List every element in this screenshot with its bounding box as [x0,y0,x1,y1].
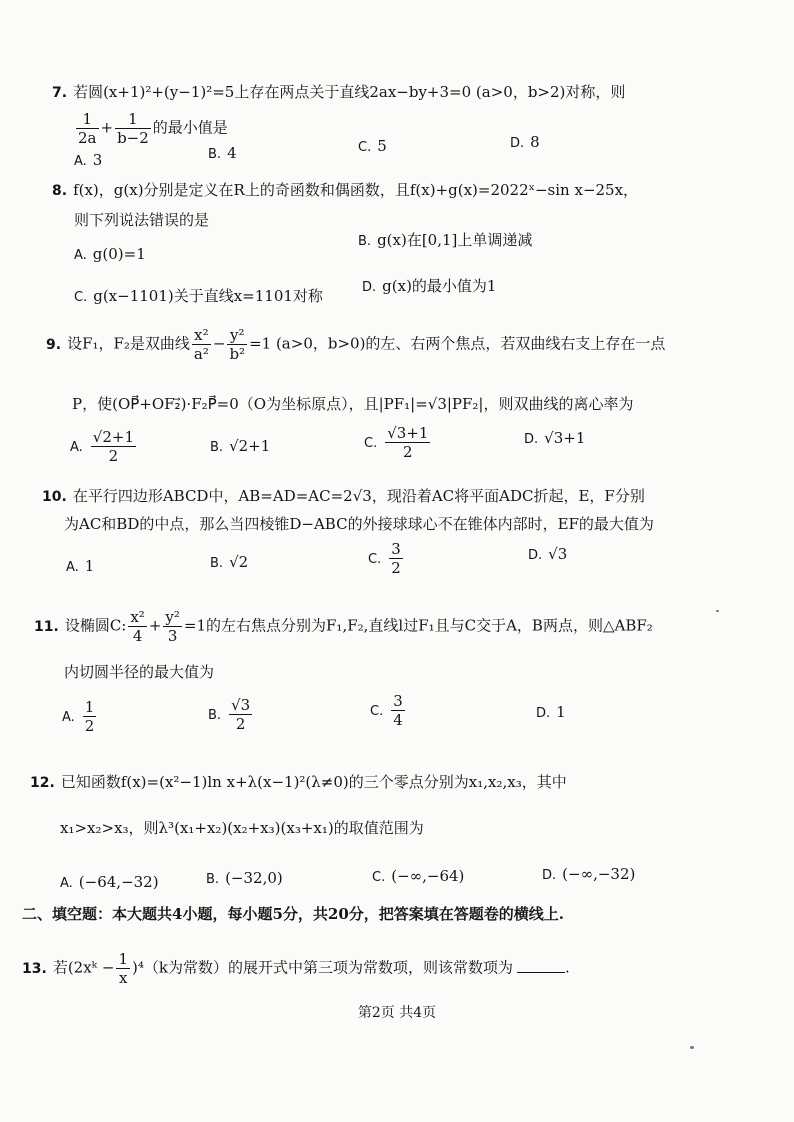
q13-frac1: $\frac{1}{x}$ [118,950,129,987]
q10-stem2: 为AC和BD的中点，那么当四棱锥D−ABC的外接球球心不在锥体内部时，EF的最大值为 [64,515,654,533]
section-heading-fill-in: 二、填空题：本大题共4小题，每小题5分，共20分，把答案填在答题卷的横线上. [22,905,564,923]
q9-number: 9. [46,336,62,353]
q12-option-d: D. (−∞,−32) [542,865,636,883]
q11-option-a: A. $\frac{1}{2}$ [62,698,95,735]
q8-option-a: A. g(0)=1 [74,245,146,263]
q11-frac1: $\frac{\text{x²}}{4}$ [130,608,145,645]
q11-frac2: $\frac{\text{y²}}{3}$ [165,608,180,645]
q7-option-b: B. 4 [208,144,237,162]
q10-option-c: C. $\frac{3}{2}$ [368,540,401,577]
q7-number: 7. [52,85,68,101]
q12-option-b: B. (−32,0) [206,869,283,887]
q12-stem: 12. 已知函数f(x)=(x²−1)ln x+λ(x−1)²(λ≠0)的三个零点分别为x₁,x₂,x₃，其中 [30,773,567,791]
q8-stem2: 则下列说法错误的是 [74,211,210,229]
q8-number: 8. [52,183,68,199]
q8-option-d: D. g(x)的最小值为1 [362,277,497,295]
q7-frac2: $\frac{1}{b-2}$ [117,110,149,147]
q11-number: 11. [34,618,59,635]
scan-speck [690,1046,694,1049]
q9-option-a: A. $\frac{√2+1}{2}$ [70,428,135,465]
q7-stem: 7. 若圆(x+1)²+(y−1)²=5上存在两点关于直线2ax−by+3=0 (a>0，b>2)对称，则 [52,83,626,101]
q10-option-a: A. 1 [66,557,95,575]
q7-expression: $\frac{1}{2a}$ + $\frac{1}{b-2}$ 的最小值是 [78,110,228,147]
q12-option-c: C. (−∞,−64) [372,867,465,885]
q12-number: 12. [30,775,55,791]
q7-option-a: A. 3 [74,151,103,169]
q12-option-a: A. (−64,−32) [60,873,159,891]
q11-option-d: D. 1 [536,703,566,721]
q9-stem2: P，使(OP⃗+OF₂⃗)·F₂P⃗=0（O为坐标原点），且|PF₁|=√3|PF₂|，则双曲线的离心率为 [72,395,634,413]
q9-option-d: D. √3+1 [524,429,586,447]
q10-option-d: D. √3 [528,545,568,563]
q13-stem: 13. 若(2xᵏ − $\frac{1}{x}$ )⁴（k为常数）的展开式中第三项为常数项，则该常数项为 . [22,950,570,987]
q9-stem: 9. 设F₁，F₂是双曲线 $\frac{\text{x²}}{\text{a²}}$ − $\frac{\text{y²}}{\text{b²}}$ =1 (a>0，b>0)的左、右两个焦点，若双曲线右支上存在一点 [46,326,666,363]
q11-stem: 11. 设椭圆C: $\frac{\text{x²}}{4}$ + $\frac{\text{y²}}{3}$ =1的左右焦点分别为F₁,F₂,直线l过F₁且与C交于A，B两点，则△ABF₂ [34,608,653,645]
q9-option-c: C. $\frac{√3+1}{2}$ [364,424,429,461]
q11-option-b: B. $\frac{√3}{2}$ [208,696,251,733]
q10-stem: 10. 在平行四边形ABCD中，AB=AD=AC=2√3，现沿着AC将平面ADC折起，E，F分别 [42,487,645,505]
q9-frac2: $\frac{\text{y²}}{\text{b²}}$ [229,326,246,363]
q10-option-b: B. √2 [210,553,249,571]
q12-stem2: x₁>x₂>x₃，则λ³(x₁+x₂)(x₂+x₃)(x₃+x₁)的取值范围为 [60,819,424,837]
page-footer: 第2页 共4页 [357,1005,437,1021]
q7-option-c: C. 5 [358,137,387,155]
q10-number: 10. [42,489,67,505]
q9-option-b: B. √2+1 [210,437,271,455]
q8-option-b: B. g(x)在[0,1]上单调递减 [358,231,533,249]
q9-frac1: $\frac{\text{x²}}{\text{a²}}$ [193,326,209,363]
q13-number: 13. [22,960,47,977]
scan-speck [716,610,719,612]
q8-option-c: C. g(x−1101)关于直线x=1101对称 [74,287,323,305]
q8-stem: 8. f(x)，g(x)分别是定义在R上的奇函数和偶函数，且f(x)+g(x)=2022ˣ−sin x−25x， [52,181,639,199]
q11-option-c: C. $\frac{3}{4}$ [370,692,403,729]
q7-option-d: D. 8 [510,133,540,151]
q13-answer-blank [517,972,565,973]
q11-stem2: 内切圆半径的最大值为 [64,663,215,681]
q7-frac1: $\frac{1}{2a}$ [78,110,97,147]
